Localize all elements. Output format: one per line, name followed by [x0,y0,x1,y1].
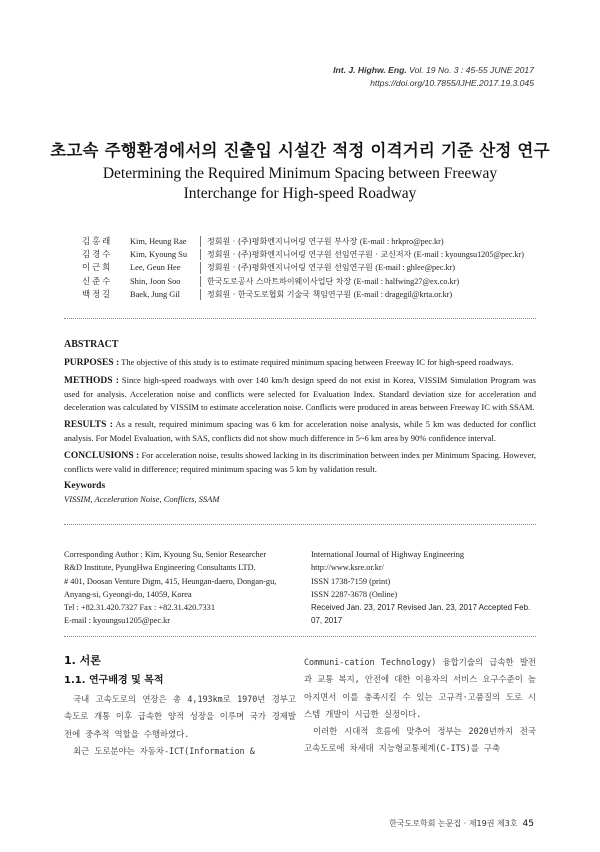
abstract-purposes: PURPOSES : The objective of this study is to estimate required minimum spacing between Freeway IC for high-speed roadways. [64,357,514,368]
author-name-en: Lee, Geun Hee [130,263,181,273]
corresponding-email: E-mail : kyoungsu1205@pec.kr [64,616,171,626]
abstract-section [64,338,536,510]
author-email: (E-mail : ghlee@pec.kr) [375,263,455,273]
section-divider [64,524,536,525]
author-row [82,275,524,288]
author-affiliation: 정회원 · (주)평화엔지니어링 연구원 선임연구원 · 교신저자 (E-mail : kyoungsu1205@pec.kr) [207,250,524,260]
corresponding-author-block [64,548,304,628]
author-list [82,235,524,301]
author-name-ko: 이근희 [82,262,113,273]
journal-abbr: Int. J. Highw. Eng. [333,65,407,75]
paragraph: 국내 고속도로의 연장은 총 4,193km로 1970년 경부고속도로 개통 이후 급속한 양적 성장을 이루며 국가 경제발전에 중추적 역할을 수행하였다. [64,694,296,739]
author-email: (E-mail : halfwing27@ex.co.kr) [353,276,460,286]
author-name-en: Kim, Kyoung Su [130,250,188,260]
abstract-methods: METHODS : Since high-speed roadways with over 140 km/h design speed do not exist in Korea, VISSIM Simulation Program was used for analysis. Acceleration noise and conflicts were selected for Evaluation Index. Standard deviation size for acceleration and deceleration was calculated by VISSIM to estimate acceleration noise. Conflicts were produced in areas between Freeway IC with SSAM. [64,375,536,412]
journal-name: International Journal of Highway Engineering [311,550,464,559]
author-row [82,261,524,274]
author-row [82,235,524,248]
author-row [82,248,524,261]
journal-url[interactable]: http://www.ksre.or.kr/ [311,563,384,573]
author-affiliation: 정회원 · (주)평화엔지니어링 연구원 선임연구원 (E-mail : ghlee@pec.kr) [207,263,455,273]
author-name-ko: 백정길 [82,288,113,299]
corresponding-line: # 401, Doosan Venture Digm, 415, Heungan-daero, Dongan-gu, [64,576,277,586]
author-name-en: Shin, Joon Soo [130,276,181,286]
author-email: (E-mail : kyoungsu1205@pec.kr) [413,250,524,260]
issn-online: ISSN 2287-3678 (Online) [311,589,398,599]
title-english: Determining the Required Minimum Spacing between Freeway Interchange for High-speed Roadway [102,165,498,202]
divider [200,249,201,260]
journal-volume: Vol. 19 No. 3 : 45-55 JUNE 2017 [409,65,534,75]
section-divider [64,636,536,637]
page-number: 45 [522,819,534,829]
page-footer [389,818,534,829]
divider [200,262,201,273]
abstract-results: RESULTS : As a result, required minimum spacing was 6 km for acceleration noise analysis, while 5 km was deducted for conflict analysis. For Model Evaluation, with SAS, conflicts did not show much difference in 5~6 km area by 90% confidence interval. [64,419,536,443]
abstract-heading: ABSTRACT [64,339,119,350]
paragraph: Communi-cation Technology) 융합기술의 급속한 발전과 교통 복지, 안전에 대한 이용자의 서비스 요구수준이 높아지면서 이를 충족시킬 수 있는 고규격·고품질의 도로 시스템 개발이 시급한 실정이다. [304,657,536,719]
title-korean: 초고속 주행환경에서의 진출입 시설간 적정 이격거리 기준 산정 연구 [50,141,550,160]
corresponding-line: Tel : +82.31.420.7327 Fax : +82.31.420.7331 [64,603,215,613]
author-affiliation: 정회원 · (주)평화엔지니어링 연구원 부사장 (E-mail : hrkpro@pec.kr) [207,237,444,246]
section-divider [64,318,536,319]
author-name-ko: 김경수 [82,249,113,260]
doi-link[interactable]: https://doi.org/10.7855/IJHE.2017.19.3.045 [370,78,534,88]
abstract-conclusions: CONCLUSIONS : For acceleration noise, results showed lacking in its discrimination between index per Minimum Spacing. However, conflicts were valid in difference; required minimum spacing was 5 km by validation result. [64,450,537,474]
divider [200,236,201,247]
author-affiliation: 정회원 · 한국도로협회 기술국 책임연구원 (E-mail : dragegil@krta.or.kr) [207,289,453,299]
subsection-heading: 1.1. 연구배경 및 목적 [64,675,164,686]
author-name-en: Baek, Jung Gil [130,289,181,299]
author-email: (E-mail : hrkpro@pec.kr) [359,237,444,246]
body-column-right [304,654,536,758]
section-heading: 1. 서론 [64,654,101,667]
issn-print: ISSN 1738-7159 (print) [311,576,391,586]
divider [200,289,201,300]
author-row [82,288,524,301]
corresponding-line: R&D Institute, PyungHwa Engineering Consultants LTD. [64,563,256,573]
author-affiliation: 한국도로공사 스마트하이웨이사업단 차장 (E-mail : halfwing27@ex.co.kr) [207,276,460,286]
corresponding-line: Anyang-si, Gyeongi-do, 14059, Korea [64,589,192,599]
divider [200,276,201,287]
author-name-ko: 김홍래 [82,236,113,246]
footer-journal: 한국도로학회 논문집 · 제19권 제3호 [389,819,518,828]
paragraph: 최근 도로분야는 자동차-ICT(Information & [73,745,255,756]
journal-reference [333,64,534,90]
journal-info-block [311,548,541,628]
article-dates: Received Jan. 23, 2017 Revised Jan. 23, 2017 Accepted Feb. 07, 2017 [311,603,531,626]
paragraph: 이러한 시대적 흐름에 맞추어 정부는 2020년까지 전국 고속도로에 차세대 지능형교통체계(C-ITS)를 구축 [304,726,536,754]
keywords: VISSIM, Acceleration Noise, Conflicts, SSAM [64,494,220,504]
author-name-ko: 신준수 [82,275,113,286]
corresponding-line: Corresponding Author : Kim, Kyoung Su, Senior Researcher [64,550,267,559]
author-email: (E-mail : dragegil@krta.or.kr) [353,289,453,299]
author-name-en: Kim, Heung Rae [130,237,187,246]
keywords-heading: Keywords [64,481,106,491]
body-column-left [64,691,296,760]
